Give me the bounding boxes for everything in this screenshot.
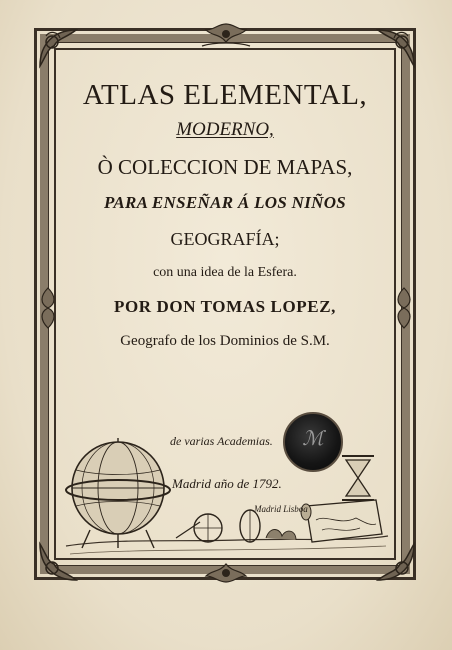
author-line: POR DON TOMAS LOPEZ, xyxy=(113,297,336,316)
wax-seal xyxy=(283,412,343,472)
subtitle-moderno: MODERNO, xyxy=(176,119,274,140)
map-scroll-icon xyxy=(301,500,382,542)
corner-ornament-top-right xyxy=(374,26,418,70)
corner-ornament-top-left xyxy=(36,26,80,70)
hourglass-icon xyxy=(342,456,374,500)
subtitle-esfera: con una idea de la Esfera. xyxy=(153,265,297,280)
engraving-illustration xyxy=(60,430,392,558)
title-text-block xyxy=(58,78,392,351)
academies-text: de varias Academias. xyxy=(170,434,273,448)
top-center-ornament xyxy=(196,20,256,54)
map-label: Madrid Lisboa xyxy=(254,504,308,514)
subtitle-coleccion: Ò COLECCION DE MAPAS, xyxy=(97,155,353,179)
astrolabe-icon xyxy=(240,510,260,542)
imprint-text: Madrid año de 1792. xyxy=(172,476,282,491)
left-side-ornament xyxy=(36,286,60,330)
subtitle-geografia: GEOGRAFÍA; xyxy=(170,229,280,249)
bottom-center-ornament xyxy=(196,556,256,586)
subtitle-para-ensenar: PARA ENSEÑAR Á LOS NIÑOS xyxy=(103,193,347,212)
globe-icon xyxy=(66,438,170,548)
author-title: Geografo de los Dominios de S.M. xyxy=(120,333,330,349)
main-title: ATLAS ELEMENTAL, xyxy=(82,79,368,111)
seal-monogram-icon: ℳ xyxy=(302,428,324,450)
compass-instrument-icon xyxy=(176,514,222,542)
right-side-ornament xyxy=(392,286,416,330)
